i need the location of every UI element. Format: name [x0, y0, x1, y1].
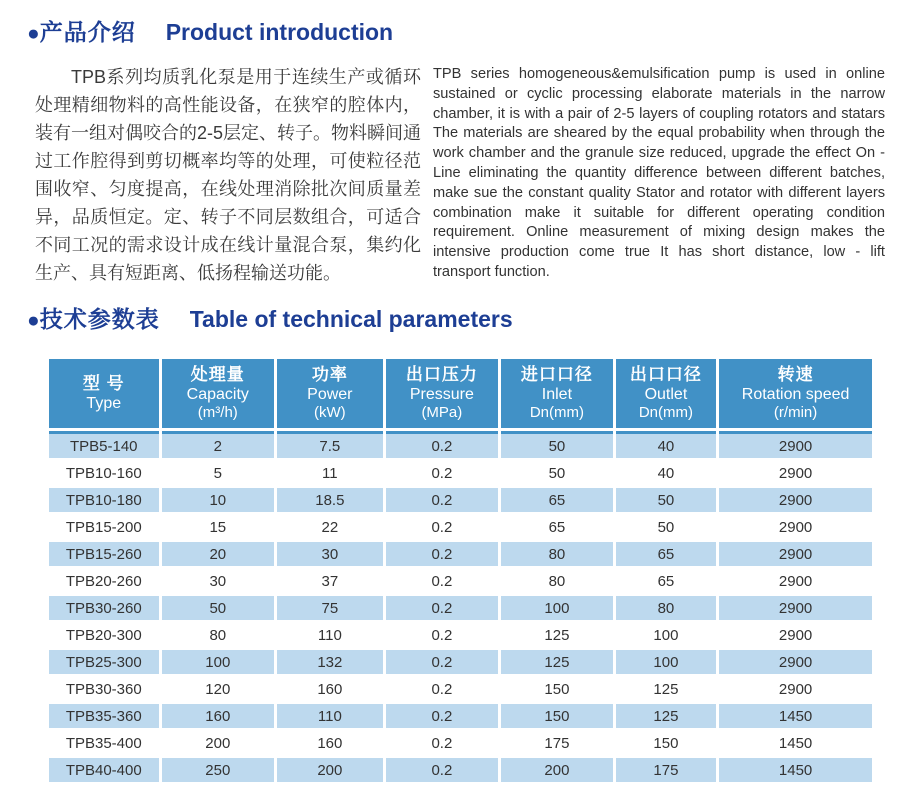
heading-zh: 产品介绍: [39, 19, 136, 45]
table-cell: 2900: [719, 650, 872, 674]
table-cell: TPB20-260: [49, 569, 159, 593]
column-header: [386, 359, 499, 428]
table-cell: 15: [162, 515, 275, 539]
table-cell: 10: [162, 488, 275, 512]
table-cell: TPB30-360: [49, 677, 159, 701]
table-cell: 65: [616, 569, 716, 593]
header-row: [49, 359, 872, 428]
table-cell: TPB35-360: [49, 704, 159, 728]
column-header: [616, 359, 716, 428]
table-cell: TPB15-200: [49, 515, 159, 539]
table-cell: 2900: [719, 431, 872, 458]
table-cell: 125: [616, 704, 716, 728]
table-cell: 125: [501, 623, 613, 647]
column-header: [277, 359, 383, 428]
table-cell: 80: [501, 542, 613, 566]
column-header-line: (MPa): [421, 404, 463, 421]
table-cell: 22: [277, 515, 383, 539]
table-cell: 80: [162, 623, 275, 647]
table-cell: 2900: [719, 569, 872, 593]
table-cell: 75: [277, 596, 383, 620]
table-cell: 2900: [719, 542, 872, 566]
table-row: [49, 461, 872, 485]
heading-zh: 技术参数表: [39, 306, 160, 332]
table-cell: TPB35-400: [49, 731, 159, 755]
table-cell: 175: [501, 731, 613, 755]
column-header-line: Outlet: [644, 386, 688, 403]
table-cell: 37: [277, 569, 383, 593]
table-cell: 50: [616, 488, 716, 512]
table-cell: 40: [616, 431, 716, 458]
table-cell: 50: [501, 461, 613, 485]
table-cell: 80: [501, 569, 613, 593]
column-header: [49, 359, 159, 428]
column-header-line: 转速: [777, 365, 814, 384]
column-header: [501, 359, 613, 428]
table-cell: 65: [501, 488, 613, 512]
table-cell: 0.2: [386, 515, 499, 539]
table-cell: 200: [277, 758, 383, 782]
table-cell: 2900: [719, 623, 872, 647]
column-header-line: (r/min): [773, 404, 818, 421]
table-cell: 175: [616, 758, 716, 782]
table-cell: TPB10-160: [49, 461, 159, 485]
table-cell: 0.2: [386, 731, 499, 755]
column-header-line: Pressure: [409, 386, 474, 403]
bullet-icon: ●: [27, 22, 40, 45]
table-row: [49, 731, 872, 755]
column-header-line: Dn(mm): [529, 404, 584, 421]
table-cell: 125: [616, 677, 716, 701]
table-cell: 0.2: [386, 677, 499, 701]
table-row: [49, 758, 872, 782]
table-cell: 0.2: [386, 758, 499, 782]
table-cell: 0.2: [386, 542, 499, 566]
table-cell: 150: [501, 677, 613, 701]
column-header-line: (kW): [314, 404, 346, 421]
table-cell: 2900: [719, 488, 872, 512]
table-cell: 2900: [719, 677, 872, 701]
table-cell: 0.2: [386, 461, 499, 485]
table-cell: 100: [616, 650, 716, 674]
table-cell: 132: [277, 650, 383, 674]
table-row: [49, 596, 872, 620]
table-cell: TPB40-400: [49, 758, 159, 782]
column-header: [719, 359, 872, 428]
table-cell: 1450: [719, 758, 872, 782]
table-cell: 200: [501, 758, 613, 782]
table-row: [49, 623, 872, 647]
column-header-line: 功率: [311, 365, 348, 384]
column-header-line: Inlet: [541, 386, 573, 403]
table-cell: 18.5: [277, 488, 383, 512]
table-cell: 110: [277, 704, 383, 728]
parameters-table: [46, 356, 875, 785]
column-header-line: 型 号: [82, 374, 125, 393]
table-row: [49, 542, 872, 566]
table-cell: 50: [616, 515, 716, 539]
table-cell: 50: [501, 431, 613, 458]
table-row: [49, 677, 872, 701]
table-cell: TPB20-300: [49, 623, 159, 647]
table-cell: 100: [162, 650, 275, 674]
table-cell: 110: [277, 623, 383, 647]
table-wrapper: [46, 356, 900, 785]
table-cell: 250: [162, 758, 275, 782]
table-cell: 150: [501, 704, 613, 728]
table-cell: 100: [501, 596, 613, 620]
table-cell: 160: [162, 704, 275, 728]
table-cell: 30: [162, 569, 275, 593]
column-header-line: Rotation speed: [741, 386, 850, 403]
table-cell: 11: [277, 461, 383, 485]
table-cell: 20: [162, 542, 275, 566]
heading-en: Table of technical parameters: [189, 306, 513, 332]
table-cell: 30: [277, 542, 383, 566]
table-cell: TPB5-140: [49, 431, 159, 458]
table-cell: TPB30-260: [49, 596, 159, 620]
bullet-icon: ●: [27, 309, 40, 332]
table-row: [49, 650, 872, 674]
table-cell: 120: [162, 677, 275, 701]
column-header-line: Capacity: [186, 386, 249, 403]
table-cell: TPB15-260: [49, 542, 159, 566]
table-cell: 65: [616, 542, 716, 566]
table-cell: 7.5: [277, 431, 383, 458]
column-header-line: 出口口径: [629, 365, 702, 384]
table-cell: 150: [616, 731, 716, 755]
table-cell: 125: [501, 650, 613, 674]
intro-paragraph-en: TPB series homogeneous&emulsification pump is used in online sustained or cyclic processing elaborate materials in the narrow chamber, it is with a pair of 2-5 layers of coupling rotators and statars The materials are sheared by the equal probability when through the work chamber and the granule size reduced, upgrade the effect On - Line eliminating the quantity difference between different batches, make sue the constant quality Stator and rotator with different layers combination make it suitable for different operating condition requirement. Online measurement of mixing design makes the intensive production come true It has short distance, low - lift transport function.: [433, 66, 885, 280]
table-row: [49, 488, 872, 512]
table-header: [49, 359, 872, 428]
column-header-line: Type: [86, 395, 122, 412]
table-cell: 2900: [719, 515, 872, 539]
column-header-line: Power: [307, 386, 353, 403]
table-cell: 2900: [719, 461, 872, 485]
heading-en: Product introduction: [165, 19, 394, 45]
table-cell: TPB10-180: [49, 488, 159, 512]
table-cell: 160: [277, 677, 383, 701]
table-row: [49, 569, 872, 593]
table-cell: 5: [162, 461, 275, 485]
table-cell: 2900: [719, 596, 872, 620]
table-cell: 100: [616, 623, 716, 647]
column-header-line: Dn(mm): [638, 404, 693, 421]
table-row: [49, 515, 872, 539]
table-cell: 1450: [719, 731, 872, 755]
table-cell: 160: [277, 731, 383, 755]
table-row: [49, 704, 872, 728]
table-cell: 200: [162, 731, 275, 755]
table-cell: 65: [501, 515, 613, 539]
table-cell: 0.2: [386, 569, 499, 593]
column-header-line: 处理量: [190, 365, 245, 384]
table-body: [49, 431, 872, 782]
table-cell: 0.2: [386, 596, 499, 620]
introduction-section: [35, 63, 885, 287]
table-cell: 40: [616, 461, 716, 485]
table-cell: 1450: [719, 704, 872, 728]
column-header-line: 进口口径: [520, 365, 593, 384]
table-cell: 2: [162, 431, 275, 458]
product-introduction-heading: [0, 14, 900, 47]
table-row: [49, 431, 872, 458]
table-cell: 50: [162, 596, 275, 620]
column-header-line: 出口压力: [405, 365, 478, 384]
table-cell: 80: [616, 596, 716, 620]
table-cell: 0.2: [386, 650, 499, 674]
intro-paragraph-zh: TPB系列均质乳化泵是用于连续生产或循环处理精细物料的高性能设备，在狭窄的腔体内，装有一组对偶咬合的2-5层定、转子。物料瞬间通过工作腔得到剪切概率均等的处理，可使粒径范围收窄、匀度提高，在线处理消除批次间质量差异，品质恒定。定、转子不同层数组合，可适合不同工况的需求设计成在线计量混合泵，集约化生产、具有短距离、低扬程输送功能。: [35, 67, 422, 283]
column-header: [162, 359, 275, 428]
table-cell: TPB25-300: [49, 650, 159, 674]
table-cell: 0.2: [386, 431, 499, 458]
technical-parameters-heading: [0, 301, 900, 334]
table-cell: 0.2: [386, 623, 499, 647]
table-cell: 0.2: [386, 704, 499, 728]
column-header-line: (m³/h): [197, 404, 238, 421]
table-cell: 0.2: [386, 488, 499, 512]
